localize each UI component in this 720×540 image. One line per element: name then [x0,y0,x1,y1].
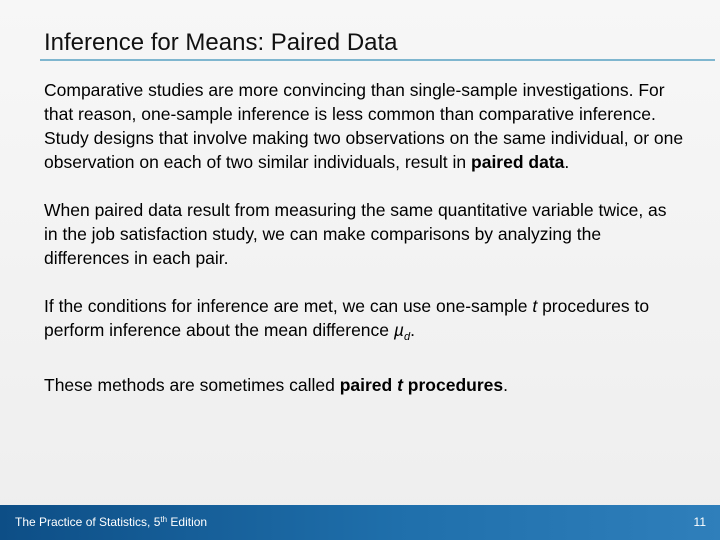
paragraph-2: When paired data result from measuring the same quantitative variable twice, as in the job satisfaction study, we can make comparisons by analyzing the differences in each pair. [44,200,667,268]
slide-body [44,78,684,397]
paragraph-3-end: . [410,320,415,340]
page-number: 11 [693,515,706,529]
mu-subscript: d [403,331,411,343]
footer-book-title [15,515,207,529]
paired-term: paired [339,375,398,395]
paired-t-symbol: t [397,375,403,395]
paragraph-1-text: Comparative studies are more convincing than single-sample investigations. For that reason, one-sample inference is less common than comparative inference. Study designs that involve making two observations on the same individual, or one observation on each of two similar individuals, result in [44,80,684,172]
paragraph-1 [44,78,684,174]
slide-title: Inference for Means: Paired Data [44,29,398,56]
footer-edition-superscript: th [160,515,168,524]
footer-edition-label: Edition [167,515,208,529]
footer-book-name: The Practice of Statistics, 5 [15,515,161,529]
paragraph-4-end: . [503,375,508,395]
paragraph-3-mid: procedures to perform inference about the mean difference [44,296,650,340]
paragraph-4 [44,373,684,397]
paragraph-3-start: If the conditions for inference are met, we can use one-sample [44,296,533,316]
t-symbol: t [532,296,538,316]
paragraph-3 [44,294,684,349]
title-underline [40,59,715,61]
paragraph-1-end: . [564,152,570,172]
paragraph-4-start: These methods are sometimes called [44,375,340,395]
mu-symbol: µ [393,320,404,340]
paired-data-term: paired data [471,152,565,172]
procedures-term: procedures [402,375,504,395]
footer-bar [0,505,720,540]
